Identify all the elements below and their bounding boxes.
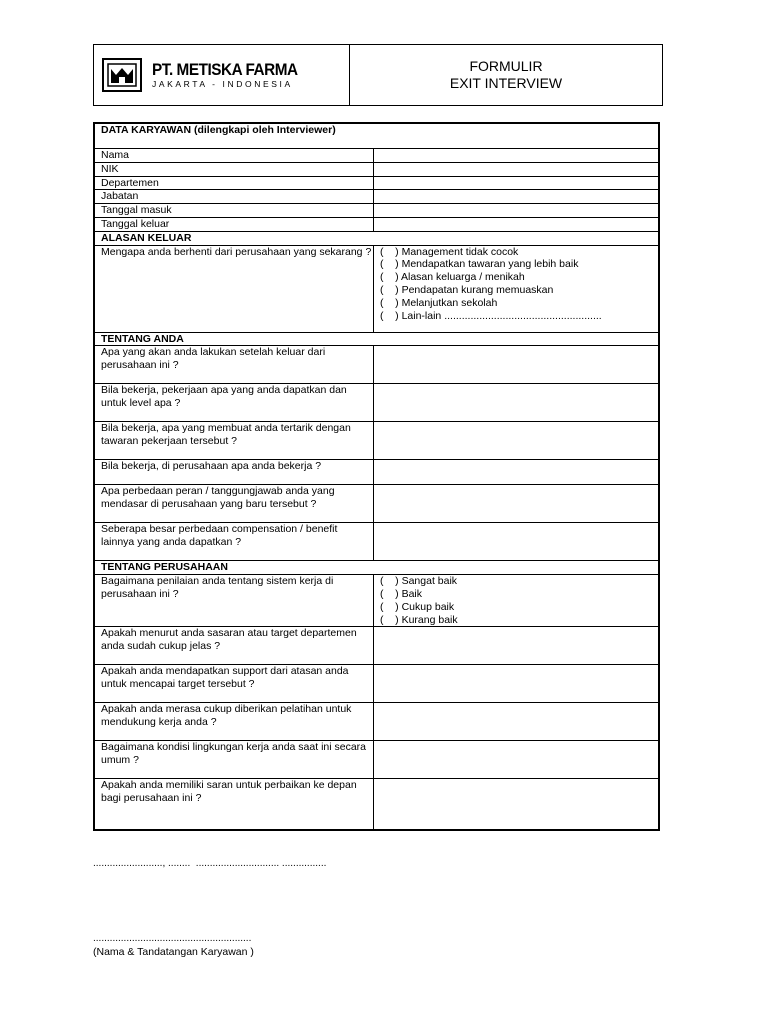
form-title (350, 45, 662, 105)
options-cell (374, 245, 660, 332)
question-text: Apakah menurut anda sasaran atau target departemen anda sudah cukup jelas ? (94, 627, 374, 665)
company-logo (102, 58, 142, 92)
question-row (94, 627, 659, 665)
answer-cell[interactable] (374, 422, 660, 460)
field-value[interactable] (374, 204, 660, 218)
section-heading: TENTANG ANDA (94, 332, 659, 346)
answer-cell[interactable] (374, 665, 660, 703)
section-heading: DATA KARYAWAN (dilengkapi oleh Interviewer) (94, 123, 659, 149)
section-data-karyawan (94, 123, 659, 149)
question-row (94, 665, 659, 703)
option-checkbox[interactable]: ( ) Baik (380, 587, 423, 600)
place-date-line[interactable]: ........................., ........ .............................. ................ (93, 858, 327, 869)
question-text: Bila bekerja, pekerjaan apa yang anda dapatkan dan untuk level apa ? (94, 384, 374, 422)
option-checkbox[interactable]: ( ) Lain-lain ...................................................... (380, 309, 602, 322)
question-text: Bagaimana penilaian anda tentang sistem kerja di perusahaan ini ? (94, 575, 374, 627)
question-text: Seberapa besar perbedaan compensation / benefit lainnya yang anda dapatkan ? (94, 523, 374, 561)
answer-cell[interactable] (374, 779, 660, 831)
question-text: Bila bekerja, apa yang membuat anda tertarik dengan tawaran pekerjaan tersebut ? (94, 422, 374, 460)
field-row (94, 217, 659, 231)
section-alasan-keluar (94, 231, 659, 245)
question-text: Apa perbedaan peran / tanggungjawab anda yang mendasar di perusahaan yang baru tersebut ? (94, 485, 374, 523)
signature-line[interactable]: ......................................................... (93, 933, 252, 944)
section-tentang-perusahaan (94, 561, 659, 575)
answer-cell[interactable] (374, 523, 660, 561)
field-value[interactable] (374, 190, 660, 204)
question-text: Apakah anda memiliki saran untuk perbaikan ke depan bagi perusahaan ini ? (94, 779, 374, 831)
answer-cell[interactable] (374, 627, 660, 665)
exit-interview-table (93, 122, 660, 831)
answer-cell[interactable] (374, 485, 660, 523)
company-name: PT. METISKA FARMA (152, 60, 298, 79)
option-checkbox[interactable]: ( ) Management tidak cocok (380, 245, 519, 258)
field-row (94, 162, 659, 176)
field-value[interactable] (374, 149, 660, 163)
option-checkbox[interactable]: ( ) Alasan keluarga / menikah (380, 271, 525, 284)
field-value[interactable] (374, 217, 660, 231)
question-text: Bagaimana kondisi lingkungan kerja anda saat ini secara umum ? (94, 741, 374, 779)
question-row (94, 779, 659, 831)
field-label: Nama (94, 149, 374, 163)
question-row (94, 422, 659, 460)
question-row (94, 523, 659, 561)
form-header (93, 44, 663, 106)
field-label: NIK (94, 162, 374, 176)
answer-cell[interactable] (374, 703, 660, 741)
signature-label: (Nama & Tandatangan Karyawan ) (93, 946, 254, 958)
option-checkbox[interactable]: ( ) Cukup baik (380, 600, 455, 613)
option-checkbox[interactable]: ( ) Pendapatan kurang memuaskan (380, 283, 554, 296)
field-label: Jabatan (94, 190, 374, 204)
field-label: Departemen (94, 176, 374, 190)
form-title-line1: FORMULIR (469, 58, 543, 74)
question-text: Apakah anda mendapatkan support dari atasan anda untuk mencapai target tersebut ? (94, 665, 374, 703)
question-text: Mengapa anda berhenti dari perusahaan yang sekarang ? (94, 245, 374, 332)
field-label: Tanggal masuk (94, 204, 374, 218)
answer-cell[interactable] (374, 741, 660, 779)
field-row (94, 149, 659, 163)
question-text: Apakah anda merasa cukup diberikan pelatihan untuk mendukung kerja anda ? (94, 703, 374, 741)
question-row (94, 384, 659, 422)
field-row (94, 204, 659, 218)
section-heading: ALASAN KELUAR (94, 231, 659, 245)
answer-cell[interactable] (374, 460, 660, 485)
option-checkbox[interactable]: ( ) Melanjutkan sekolah (380, 296, 498, 309)
option-checkbox[interactable]: ( ) Mendapatkan tawaran yang lebih baik (380, 258, 579, 271)
field-label: Tanggal keluar (94, 217, 374, 231)
question-row (94, 460, 659, 485)
options-cell (374, 575, 660, 627)
field-value[interactable] (374, 162, 660, 176)
section-heading: TENTANG PERUSAHAAN (94, 561, 659, 575)
option-checkbox[interactable]: ( ) Kurang baik (380, 613, 458, 626)
question-row (94, 346, 659, 384)
company-block (152, 61, 314, 89)
answer-cell[interactable] (374, 384, 660, 422)
question-row (94, 575, 659, 627)
company-location: JAKARTA - INDONESIA (152, 79, 293, 89)
logo-cell (94, 45, 350, 105)
field-value[interactable] (374, 176, 660, 190)
question-text: Bila bekerja, di perusahaan apa anda bekerja ? (94, 460, 374, 485)
form-title-line2: EXIT INTERVIEW (449, 75, 563, 91)
factory-icon (107, 63, 137, 87)
question-row (94, 485, 659, 523)
field-row (94, 190, 659, 204)
section-tentang-anda (94, 332, 659, 346)
question-row (94, 741, 659, 779)
question-row (94, 245, 659, 332)
option-checkbox[interactable]: ( ) Sangat baik (380, 575, 458, 588)
field-row (94, 176, 659, 190)
question-text: Apa yang akan anda lakukan setelah keluar dari perusahaan ini ? (94, 346, 374, 384)
question-row (94, 703, 659, 741)
answer-cell[interactable] (374, 346, 660, 384)
